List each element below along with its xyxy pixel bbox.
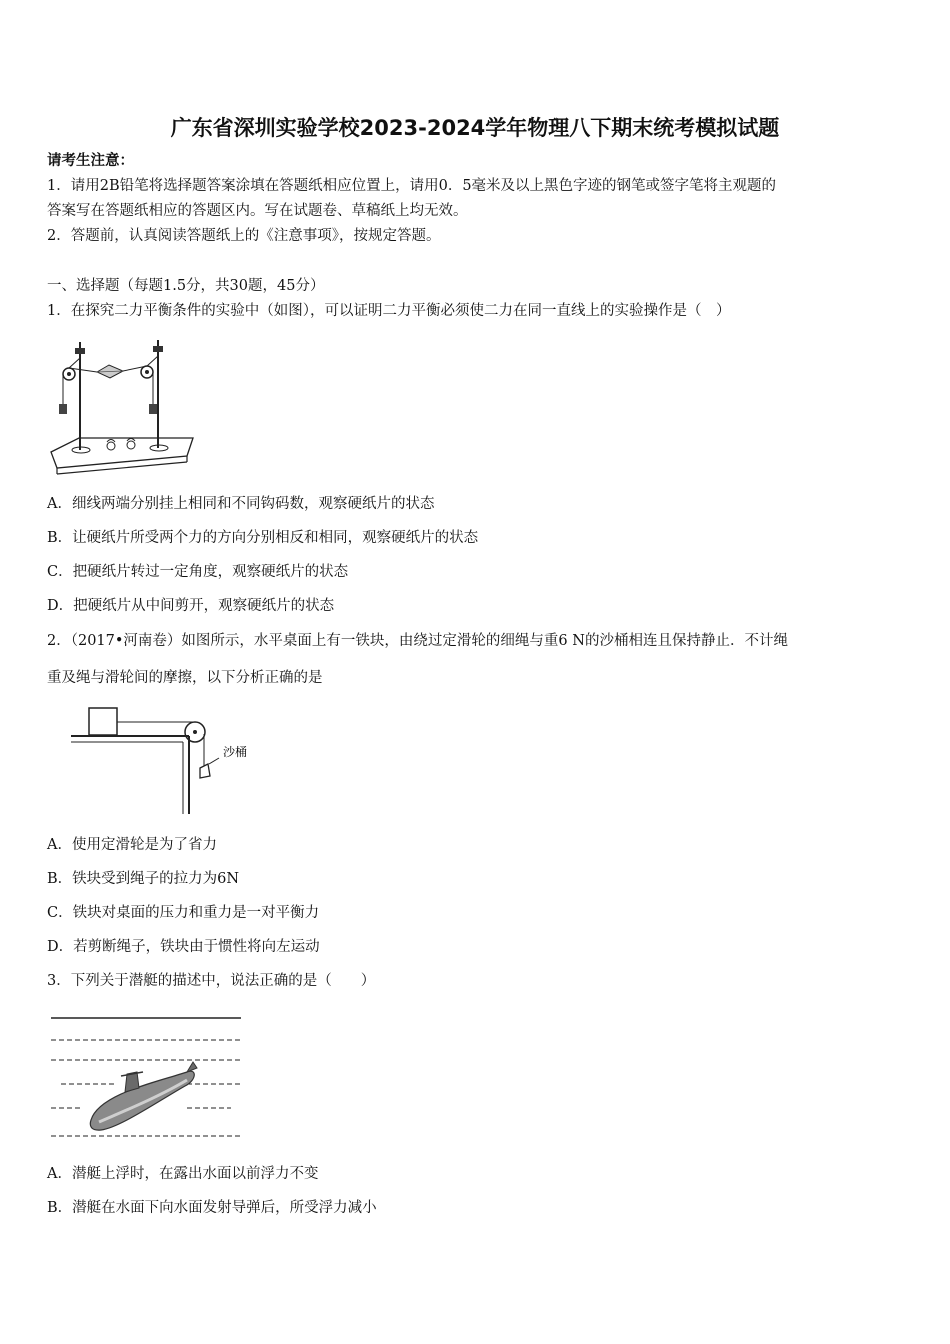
- question-3-option-b: B．潜艇在水面下向水面发射导弹后，所受浮力减小: [47, 1200, 377, 1216]
- question-2-option-c: C．铁块对桌面的压力和重力是一对平衡力: [47, 905, 320, 921]
- notice-heading: 请考生注意：: [47, 152, 134, 169]
- question-1-stem: 1．在探究二力平衡条件的实验中（如图），可以证明二力平衡必须使二力在同一直线上的实验操作是（ ）: [47, 303, 731, 319]
- page-title: 广东省深圳实验学校2023-2024学年物理八下期末统考模拟试题: [170, 116, 780, 140]
- question-2-figure: [47, 702, 247, 818]
- section-heading: 一、选择题（每题1.5分，共30题，45分）: [47, 278, 325, 294]
- question-1-option-a: A．细线两端分别挂上相同和不同钩码数，观察硬纸片的状态: [47, 496, 435, 512]
- sand-bucket-label: 沙桶: [223, 745, 247, 759]
- question-2-stem-line-1: 2．（2017•河南卷）如图所示，水平桌面上有一铁块，由绕过定滑轮的细绳与重6 N的沙桶相连且保持静止．不计绳: [47, 633, 788, 649]
- question-2-option-b: B．铁块受到绳子的拉力为6N: [47, 871, 240, 887]
- notice-item-1-line-2: 答案写在答题纸相应的答题区内。写在试题卷、草稿纸上均无效。: [47, 203, 468, 219]
- notice-item-1-line-1: 1．请用2B铅笔将选择题答案涂填在答题纸相应位置上，请用0．5毫米及以上黑色字迹的钢笔或签字笔将主观题的: [47, 178, 777, 194]
- question-1-option-c: C．把硬纸片转过一定角度，观察硬纸片的状态: [47, 564, 349, 580]
- question-3-figure: [47, 1010, 247, 1142]
- question-3-stem: 3．下列关于潜艇的描述中，说法正确的是（ ）: [47, 973, 376, 989]
- question-2-option-d: D．若剪断绳子，铁块由于惯性将向左运动: [47, 939, 320, 955]
- question-3-option-a: A．潜艇上浮时，在露出水面以前浮力不变: [47, 1166, 319, 1182]
- notice-item-2: 2．答题前，认真阅读答题纸上的《注意事项》，按规定答题。: [47, 228, 441, 244]
- question-1-figure: [47, 334, 197, 476]
- question-2-option-a: A．使用定滑轮是为了省力: [47, 837, 217, 853]
- question-2-stem-line-2: 重及绳与滑轮间的摩擦，以下分析正确的是: [47, 670, 323, 686]
- question-1-option-b: B．让硬纸片所受两个力的方向分别相反和相同，观察硬纸片的状态: [47, 530, 479, 546]
- question-1-option-d: D．把硬纸片从中间剪开，观察硬纸片的状态: [47, 598, 335, 614]
